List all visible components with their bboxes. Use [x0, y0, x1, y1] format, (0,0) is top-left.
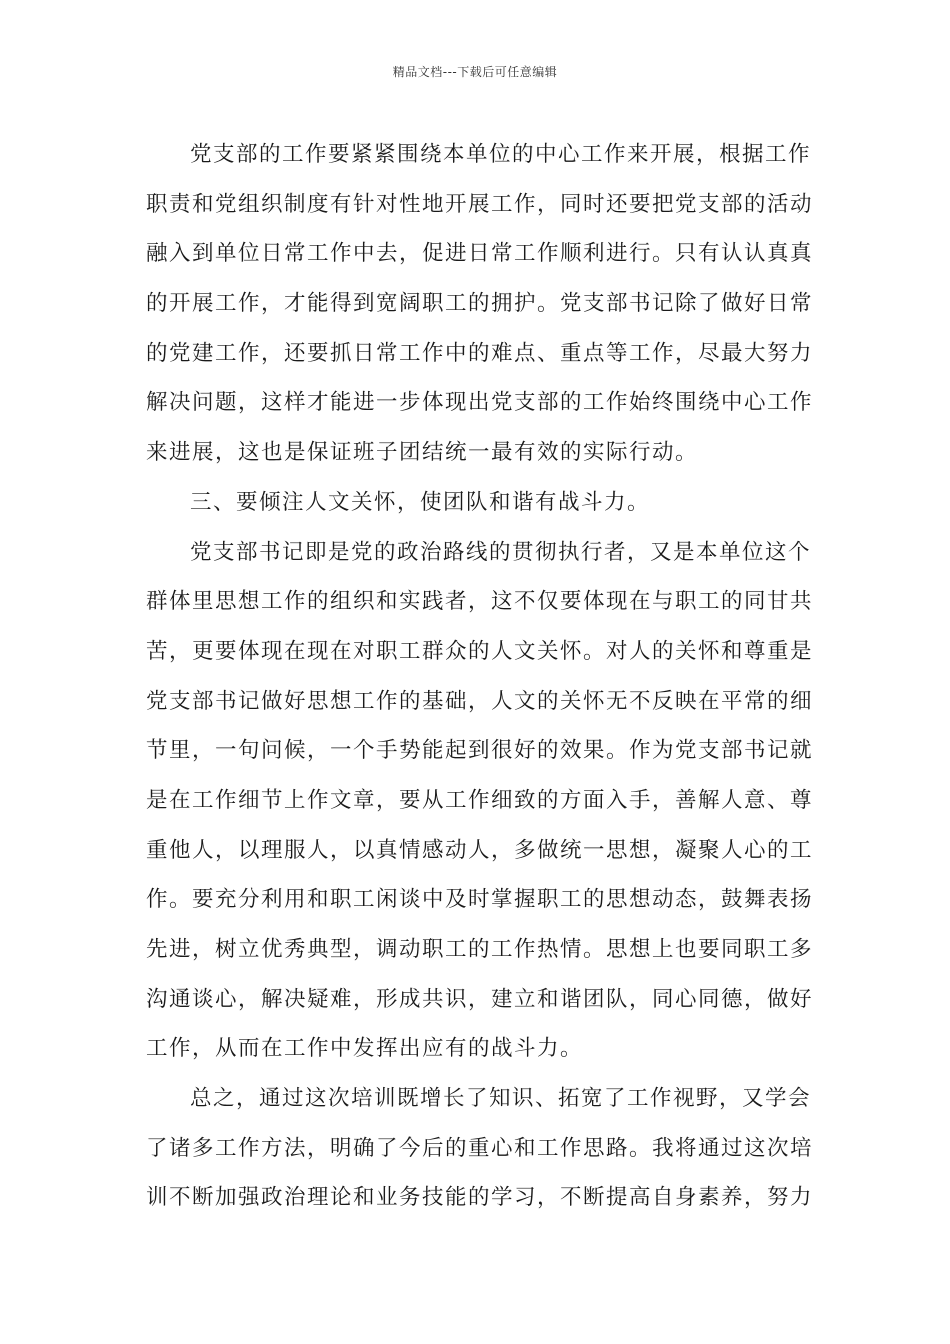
text-line: 沟通谈心，解决疑难，形成共识，建立和谐团队，同心同德，做好 — [146, 986, 814, 1012]
text-line: 党支部的工作要紧紧围绕本单位的中心工作来开展，根据工作 — [190, 142, 812, 167]
text-line: 党支部书记做好思想工作的基础，人文的关怀无不反映在平常的细 — [146, 688, 814, 714]
text-line: 党支部书记即是党的政治路线的贯彻执行者，又是本单位这个 — [190, 539, 812, 565]
text-line: 先进，树立优秀典型，调动职工的工作热情。思想上也要同职工多 — [146, 937, 814, 962]
text-line: 重他人，以理服人，以真情感动人，多做统一思想，凝聚人心的工 — [146, 837, 814, 863]
text-line: 工作，从而在工作中发挥出应有的战斗力。 — [146, 1036, 584, 1062]
text-line: 解决问题，这样才能进一步体现出党支部的工作始终围绕中心工作 — [146, 390, 814, 416]
text-line: 职责和党组织制度有针对性地开展工作，同时还要把党支部的活动 — [146, 191, 814, 217]
text-line: 的开展工作，才能得到宽阔职工的拥护。党支部书记除了做好日常 — [146, 291, 814, 317]
text-line: 群体里思想工作的组织和实践者，这不仅要体现在与职工的同甘共 — [146, 589, 814, 615]
text-line: 了诸多工作方法，明确了今后的重心和工作思路。我将通过这次培 — [146, 1135, 814, 1161]
text-line: 三、要倾注人文关怀，使团队和谐有战斗力。 — [190, 489, 651, 515]
text-line: 作。要充分利用和职工闲谈中及时掌握职工的思想动态，鼓舞表扬 — [146, 887, 814, 913]
text-line: 训不断加强政治理论和业务技能的学习，不断提高自身素养，努力 — [146, 1185, 814, 1211]
text-line: 苦，更要体现在现在对职工群众的人文关怀。对人的关怀和尊重是 — [146, 638, 814, 664]
text-line: 节里，一句问候，一个手势能起到很好的效果。作为党支部书记就 — [146, 738, 814, 764]
page-header: 精品文档---下载后可任意编辑 — [392, 65, 558, 79]
document-body — [146, 130, 814, 1223]
text-line: 是在工作细节上作文章，要从工作细致的方面入手，善解人意、尊 — [146, 787, 814, 813]
text-line: 来进展，这也是保证班子团结统一最有效的实际行动。 — [146, 440, 699, 466]
text-line: 融入到单位日常工作中去，促进日常工作顺利进行。只有认认真真 — [146, 241, 814, 267]
text-line: 总之，通过这次培训既增长了知识、拓宽了工作视野，又学会 — [190, 1086, 812, 1112]
text-line: 的党建工作，还要抓日常工作中的难点、重点等工作，尽最大努力 — [146, 340, 814, 366]
